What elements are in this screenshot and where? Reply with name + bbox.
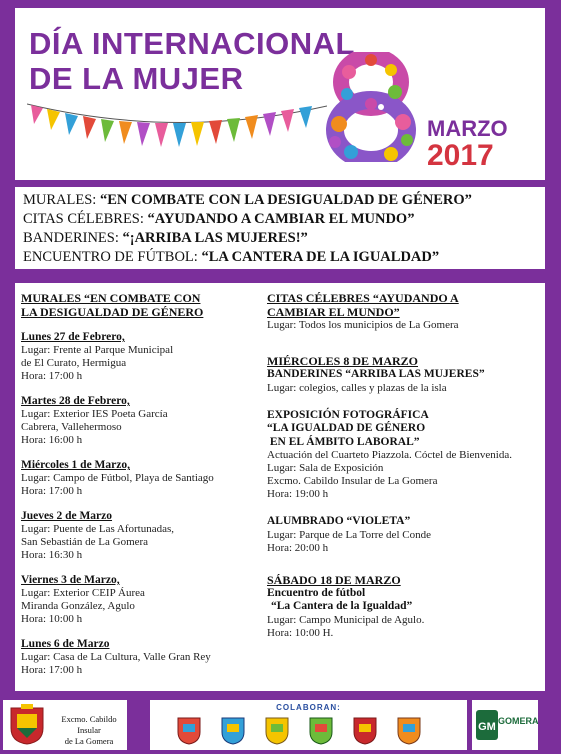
summary-line: BANDERINES: “¡ARRIBA LAS MUJERES!” [23, 230, 308, 246]
banderines-block [267, 354, 543, 395]
event-line: Lugar: Campo de Fútbol, Playa de Santiago [21, 472, 214, 484]
event-day: Martes 28 de Febrero, [21, 395, 130, 407]
summary-line: CITAS CÉLEBRES: “AYUDANDO A CAMBIAR EL MUNDO” [23, 211, 415, 227]
shield-icon [178, 718, 200, 744]
exposicion-line: Hora: 19:00 h [267, 488, 329, 500]
poster-header [15, 8, 545, 180]
title-line-1: DÍA INTERNACIONAL [29, 26, 355, 61]
murales-event [21, 395, 271, 447]
event-line: Hora: 16:30 h [21, 549, 83, 561]
event-line: Lugar: Frente al Parque Municipal [21, 344, 174, 356]
event-line: Hora: 17:00 h [21, 370, 83, 382]
futbol-date: SÁBADO 18 DE MARZO [267, 572, 401, 587]
gomera-logo-box [472, 700, 538, 750]
exposicion-line: Actuación del Cuarteto Piazzola. Cóctel de Bienvenida. [267, 449, 512, 461]
year-label: 2017 [427, 139, 494, 172]
cabildo-logo-box [3, 700, 127, 750]
futbol-line: Lugar: Campo Municipal de Agulo. [267, 613, 425, 626]
murales-event [21, 510, 271, 562]
alumbrado-title: ALUMBRADO “VIOLETA” [267, 515, 411, 527]
summary-panel [15, 187, 545, 269]
collaborators-box [150, 700, 467, 750]
summary-line: MURALES: “EN COMBATE CON LA DESIGUALDAD DE GÉNERO” [23, 192, 472, 208]
exposicion-line: Lugar: Sala de Exposición [267, 462, 384, 474]
futbol-title: “La Cantera de la Igualdad” [271, 600, 413, 612]
exposicion-title: EN EL ÁMBITO LABORAL” [267, 435, 420, 448]
poster-title [29, 26, 355, 96]
colaboran-label: COLABORAN: [276, 703, 341, 712]
gomera-logo-icon [476, 710, 498, 740]
sponsors-footer [0, 698, 561, 754]
murales-event [21, 638, 271, 677]
murales-title: MURALES “EN COMBATE CON LA DESIGUALDAD DE GÉNERO [21, 291, 204, 319]
cabildo-text: Excmo. Cabildo Insular de La Gomera [61, 714, 117, 746]
citas-block [267, 291, 543, 332]
futbol-block [267, 573, 543, 640]
murales-column [21, 291, 271, 677]
floral-eight-graphic [321, 52, 421, 167]
murales-event [21, 331, 271, 383]
event-line: de El Curato, Hermigua [21, 357, 127, 369]
event-line: San Sebastián de La Gomera [21, 536, 149, 548]
event-line: Hora: 17:00 h [21, 485, 83, 497]
event-line: Hora: 16:00 h [21, 434, 83, 446]
event-day: Lunes 6 de Marzo [21, 638, 110, 650]
exposicion-title: EXPOSICIÓN FOTOGRÁFICA [267, 408, 429, 421]
event-line: Lugar: Exterior IES Poeta García [21, 408, 168, 420]
event-day: Jueves 2 de Marzo [21, 510, 113, 522]
event-line: Lugar: Casa de La Cultura, Valle Gran Rey [21, 651, 211, 663]
event-day: Lunes 27 de Febrero, [21, 331, 125, 343]
event-line: Hora: 17:00 h [21, 664, 83, 676]
cabildo-shield-icon [7, 704, 47, 746]
event-line: Lugar: Exterior CEIP Áurea [21, 587, 145, 599]
svg-text:GM: GM [478, 721, 496, 733]
exposicion-title: “LA IGUALDAD DE GÉNERO [267, 422, 426, 434]
alumbrado-block [267, 515, 543, 555]
title-line-2: DE LA MUJER [29, 61, 244, 96]
exposicion-line: Excmo. Cabildo Insular de La Gomera [267, 475, 438, 487]
alumbrado-line: Hora: 20:00 h [267, 541, 329, 554]
alumbrado-line: Lugar: Parque de La Torre del Conde [267, 528, 431, 541]
murales-event [21, 459, 271, 498]
banderines-title: BANDERINES “ARRIBA LAS MUJERES” [267, 368, 485, 380]
events-column [267, 291, 543, 654]
event-line: Cabrera, Vallehermoso [21, 421, 122, 433]
bunting-decoration [27, 100, 327, 170]
event-day: Viernes 3 de Marzo, [21, 574, 120, 586]
futbol-line: Hora: 10:00 H. [267, 626, 334, 639]
exposicion-block [267, 409, 543, 502]
event-day: Miércoles 1 de Marzo, [21, 459, 130, 471]
citas-place: Lugar: Todos los municipios de La Gomera [267, 319, 459, 331]
event-line: Miranda González, Agulo [21, 600, 135, 612]
municipal-shields-icon [170, 714, 450, 748]
banderines-date: MIÉRCOLES 8 DE MARZO [267, 354, 419, 368]
shield-icon [398, 718, 420, 744]
shield-icon [222, 718, 244, 744]
banderines-place: Lugar: colegios, calles y plazas de la isla [267, 381, 447, 394]
big-number-eight [321, 32, 421, 161]
shield-icon [354, 718, 376, 744]
shield-icon [310, 718, 332, 744]
event-line: Lugar: Puente de Las Afortunadas, [21, 523, 175, 535]
shield-icon [266, 718, 288, 744]
citas-title: CITAS CÉLEBRES “AYUDANDO A CAMBIAR EL MUNDO” [267, 291, 459, 319]
gomera-name: GOMERA [498, 716, 539, 726]
summary-line: ENCUENTRO DE FÚTBOL: “LA CANTERA DE LA IGUALDAD” [23, 249, 440, 265]
month-label: MARZO [427, 116, 508, 141]
event-line: Hora: 10:00 h [21, 613, 83, 625]
murales-event [21, 574, 271, 626]
program-panel [15, 283, 545, 691]
futbol-title: Encuentro de fútbol [267, 586, 366, 599]
